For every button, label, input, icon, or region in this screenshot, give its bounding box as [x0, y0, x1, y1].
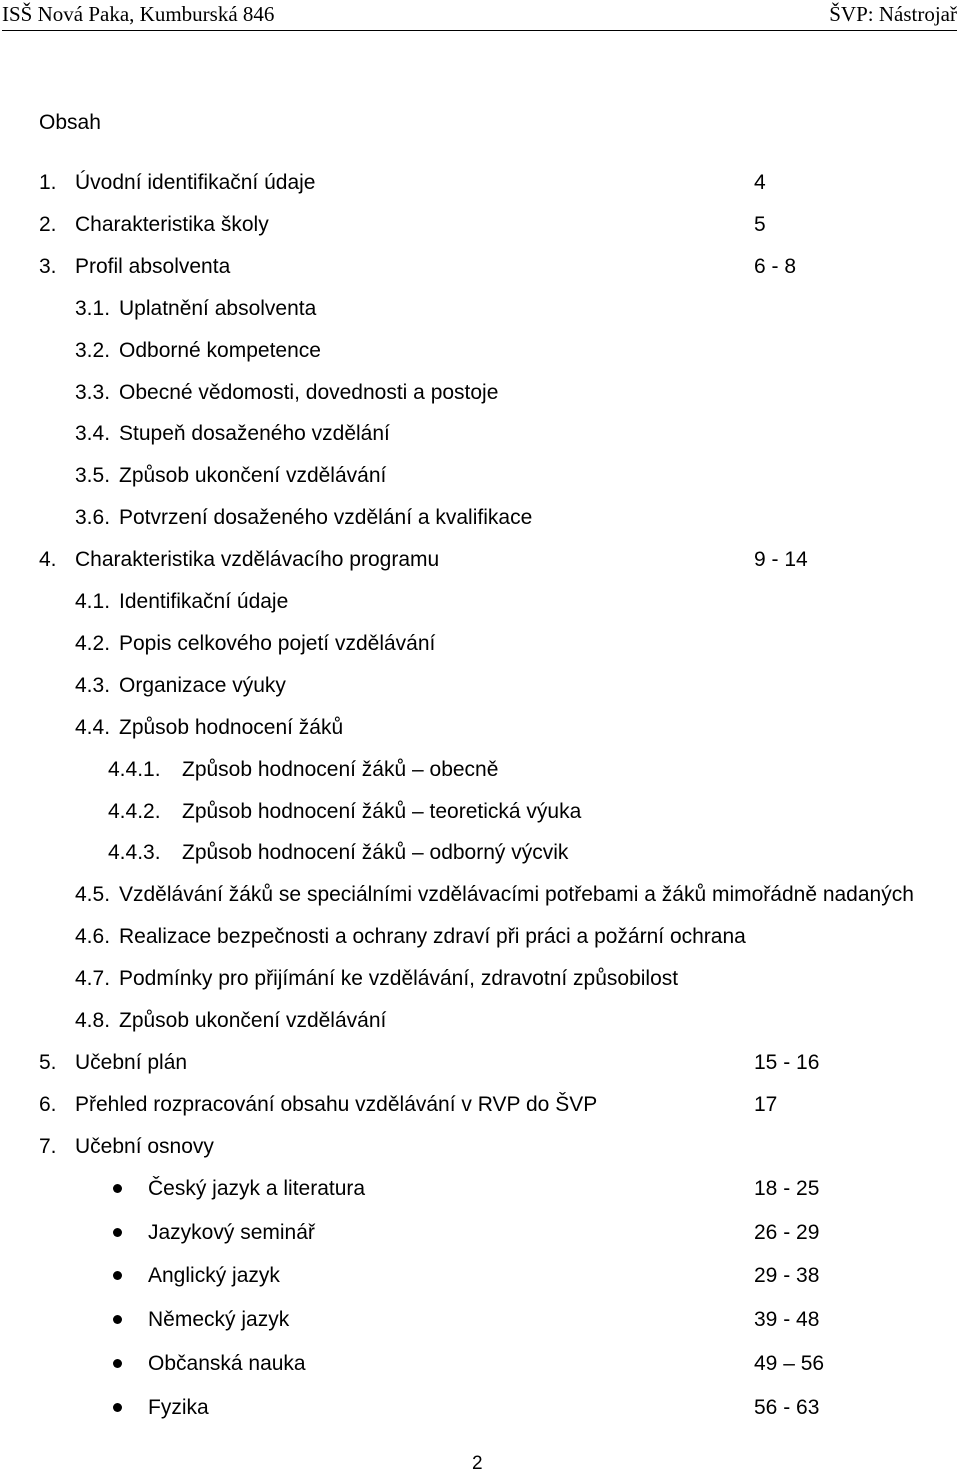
subject-pages: 18 - 25 — [754, 1177, 820, 1200]
page-number: 2 — [472, 1453, 483, 1474]
subject-entry — [0, 1305, 958, 1335]
page-header — [2, 0, 957, 31]
toc-entry — [0, 838, 958, 868]
toc-entry-number: 4.7. — [75, 967, 111, 991]
toc-entry — [0, 755, 958, 785]
toc-entry-number: 3.5. — [75, 464, 111, 488]
toc-title: Obsah — [39, 111, 101, 134]
toc-entry — [0, 252, 958, 282]
toc-entry-pages: 5 — [754, 212, 766, 236]
subject-entry — [0, 1261, 958, 1291]
toc-entry-number: 7. — [39, 1134, 57, 1158]
subject-pages: 56 - 63 — [754, 1395, 820, 1419]
subject-pages: 39 - 48 — [754, 1308, 820, 1332]
toc-entry — [0, 419, 958, 449]
toc-entry-label: Profil absolventa — [75, 254, 231, 278]
toc-entry-label: Učební plán — [75, 1050, 188, 1074]
toc-entry — [0, 713, 958, 743]
toc-entry-label: Charakteristika školy — [75, 212, 269, 236]
toc-entry — [0, 210, 958, 240]
subject-entry — [0, 1218, 958, 1248]
subject-pages: 26 - 29 — [754, 1220, 820, 1244]
toc-entry-number: 2. — [39, 212, 57, 236]
toc-entry-label: Organizace výuky — [119, 673, 286, 697]
toc-entry-label: Učební osnovy — [75, 1134, 214, 1158]
toc-entry-number: 5. — [39, 1050, 57, 1074]
toc-entry-number: 1. — [39, 171, 57, 194]
toc-entry — [0, 1090, 958, 1120]
toc-entry — [0, 880, 958, 910]
header-program-name: ŠVP: Nástrojař — [829, 2, 957, 26]
toc-entry — [0, 1006, 958, 1036]
toc-entry-number: 4.1. — [75, 590, 111, 613]
toc-entry-number: 4.6. — [75, 925, 111, 949]
toc-entry-number: 4.4.3. — [108, 841, 161, 865]
subject-entry — [0, 1393, 958, 1423]
toc-entry-label: Odborné kompetence — [119, 338, 321, 362]
toc-entry-label: Realizace bezpečnosti a ochrany zdraví při práci a požární ochrana — [119, 925, 746, 949]
subject-pages: 49 – 56 — [754, 1351, 825, 1375]
toc-entry-pages: 15 - 16 — [754, 1050, 820, 1074]
toc-entry — [0, 922, 958, 952]
toc-entry-label: Potvrzení dosaženého vzdělání a kvalifikace — [119, 506, 533, 530]
toc-entry-number: 4.5. — [75, 883, 111, 907]
bullet-icon — [113, 1228, 122, 1237]
toc-entry-label: Popis celkového pojetí vzdělávání — [119, 631, 436, 655]
toc-entry-label: Způsob hodnocení žáků – teoretická výuka — [182, 799, 582, 823]
toc-entry — [0, 964, 958, 994]
header-school-name: ISŠ Nová Paka, Kumburská 846 — [2, 2, 275, 26]
subject-pages: 29 - 38 — [754, 1264, 820, 1288]
toc-entry-number: 4.4. — [75, 715, 111, 739]
toc-entry-label: Obecné vědomosti, dovednosti a postoje — [119, 380, 499, 404]
toc-entry-label: Identifikační údaje — [119, 590, 289, 613]
toc-entry-pages: 17 — [754, 1092, 778, 1116]
toc-entry — [0, 629, 958, 659]
toc-entry-number: 4.2. — [75, 631, 111, 655]
toc-entry — [0, 671, 958, 701]
toc-entry-label: Uplatnění absolventa — [119, 296, 317, 320]
bullet-icon — [113, 1359, 122, 1368]
bullet-icon — [113, 1403, 122, 1412]
subject-label: Fyzika — [148, 1395, 209, 1419]
subject-label: Jazykový seminář — [148, 1220, 315, 1244]
toc-entry-number: 3. — [39, 254, 57, 278]
toc-entry-number: 4.8. — [75, 1009, 111, 1032]
toc-entry — [0, 797, 958, 827]
subject-entry — [0, 1349, 958, 1379]
toc-entry-number: 4. — [39, 548, 57, 572]
toc-entry-number: 3.1. — [75, 296, 111, 320]
toc-entry-label: Přehled rozpracování obsahu vzdělávání v RVP do ŠVP — [75, 1092, 598, 1116]
bullet-icon — [113, 1315, 122, 1324]
toc-entry-pages: 6 - 8 — [754, 254, 797, 278]
toc-entry-number: 4.3. — [75, 673, 111, 697]
toc-entry-label: Stupeň dosaženého vzdělání — [119, 422, 390, 446]
toc-entry-label: Charakteristika vzdělávacího programu — [75, 548, 440, 572]
bullet-icon — [113, 1271, 122, 1280]
toc-entry — [0, 378, 958, 408]
toc-entry-label: Způsob ukončení vzdělávání — [119, 464, 387, 488]
toc-entry — [0, 168, 958, 198]
toc-entry-number: 3.3. — [75, 380, 111, 404]
toc-entry — [0, 336, 958, 366]
toc-entry — [0, 1132, 958, 1162]
toc-entry — [0, 545, 958, 575]
toc-entry-label: Podmínky pro přijímání ke vzdělávání, zdravotní způsobilost — [119, 967, 679, 991]
toc-entry — [0, 503, 958, 533]
toc-entry-number: 6. — [39, 1092, 57, 1116]
toc-entry-number: 3.2. — [75, 338, 111, 362]
toc-entry-number: 3.6. — [75, 506, 111, 530]
toc-entry-label: Způsob hodnocení žáků — [119, 715, 344, 739]
subject-label: Český jazyk a literatura — [148, 1177, 366, 1200]
toc-entry-pages: 4 — [754, 171, 766, 194]
toc-entry-label: Způsob hodnocení žáků – obecně — [182, 757, 499, 781]
bullet-icon — [113, 1184, 122, 1193]
toc-entry — [0, 1048, 958, 1078]
toc-entry-pages: 9 - 14 — [754, 548, 808, 572]
toc-entry — [0, 461, 958, 491]
toc-entry-label: Způsob ukončení vzdělávání — [119, 1009, 387, 1032]
toc-entry-number: 3.4. — [75, 422, 111, 446]
subject-label: Německý jazyk — [148, 1308, 290, 1332]
subject-entry — [0, 1174, 958, 1204]
toc-entry — [0, 587, 958, 617]
toc-entry-label: Úvodní identifikační údaje — [75, 171, 316, 194]
subject-label: Anglický jazyk — [148, 1264, 280, 1288]
subject-label: Občanská nauka — [148, 1351, 306, 1375]
toc-entry-label: Způsob hodnocení žáků – odborný výcvik — [182, 841, 569, 865]
toc-entry-number: 4.4.1. — [108, 757, 161, 781]
toc-entry-number: 4.4.2. — [108, 799, 161, 823]
toc-entry-label: Vzdělávání žáků se speciálními vzdělávacími potřebami a žáků mimořádně nadaných — [119, 883, 914, 907]
toc-entry — [0, 294, 958, 324]
